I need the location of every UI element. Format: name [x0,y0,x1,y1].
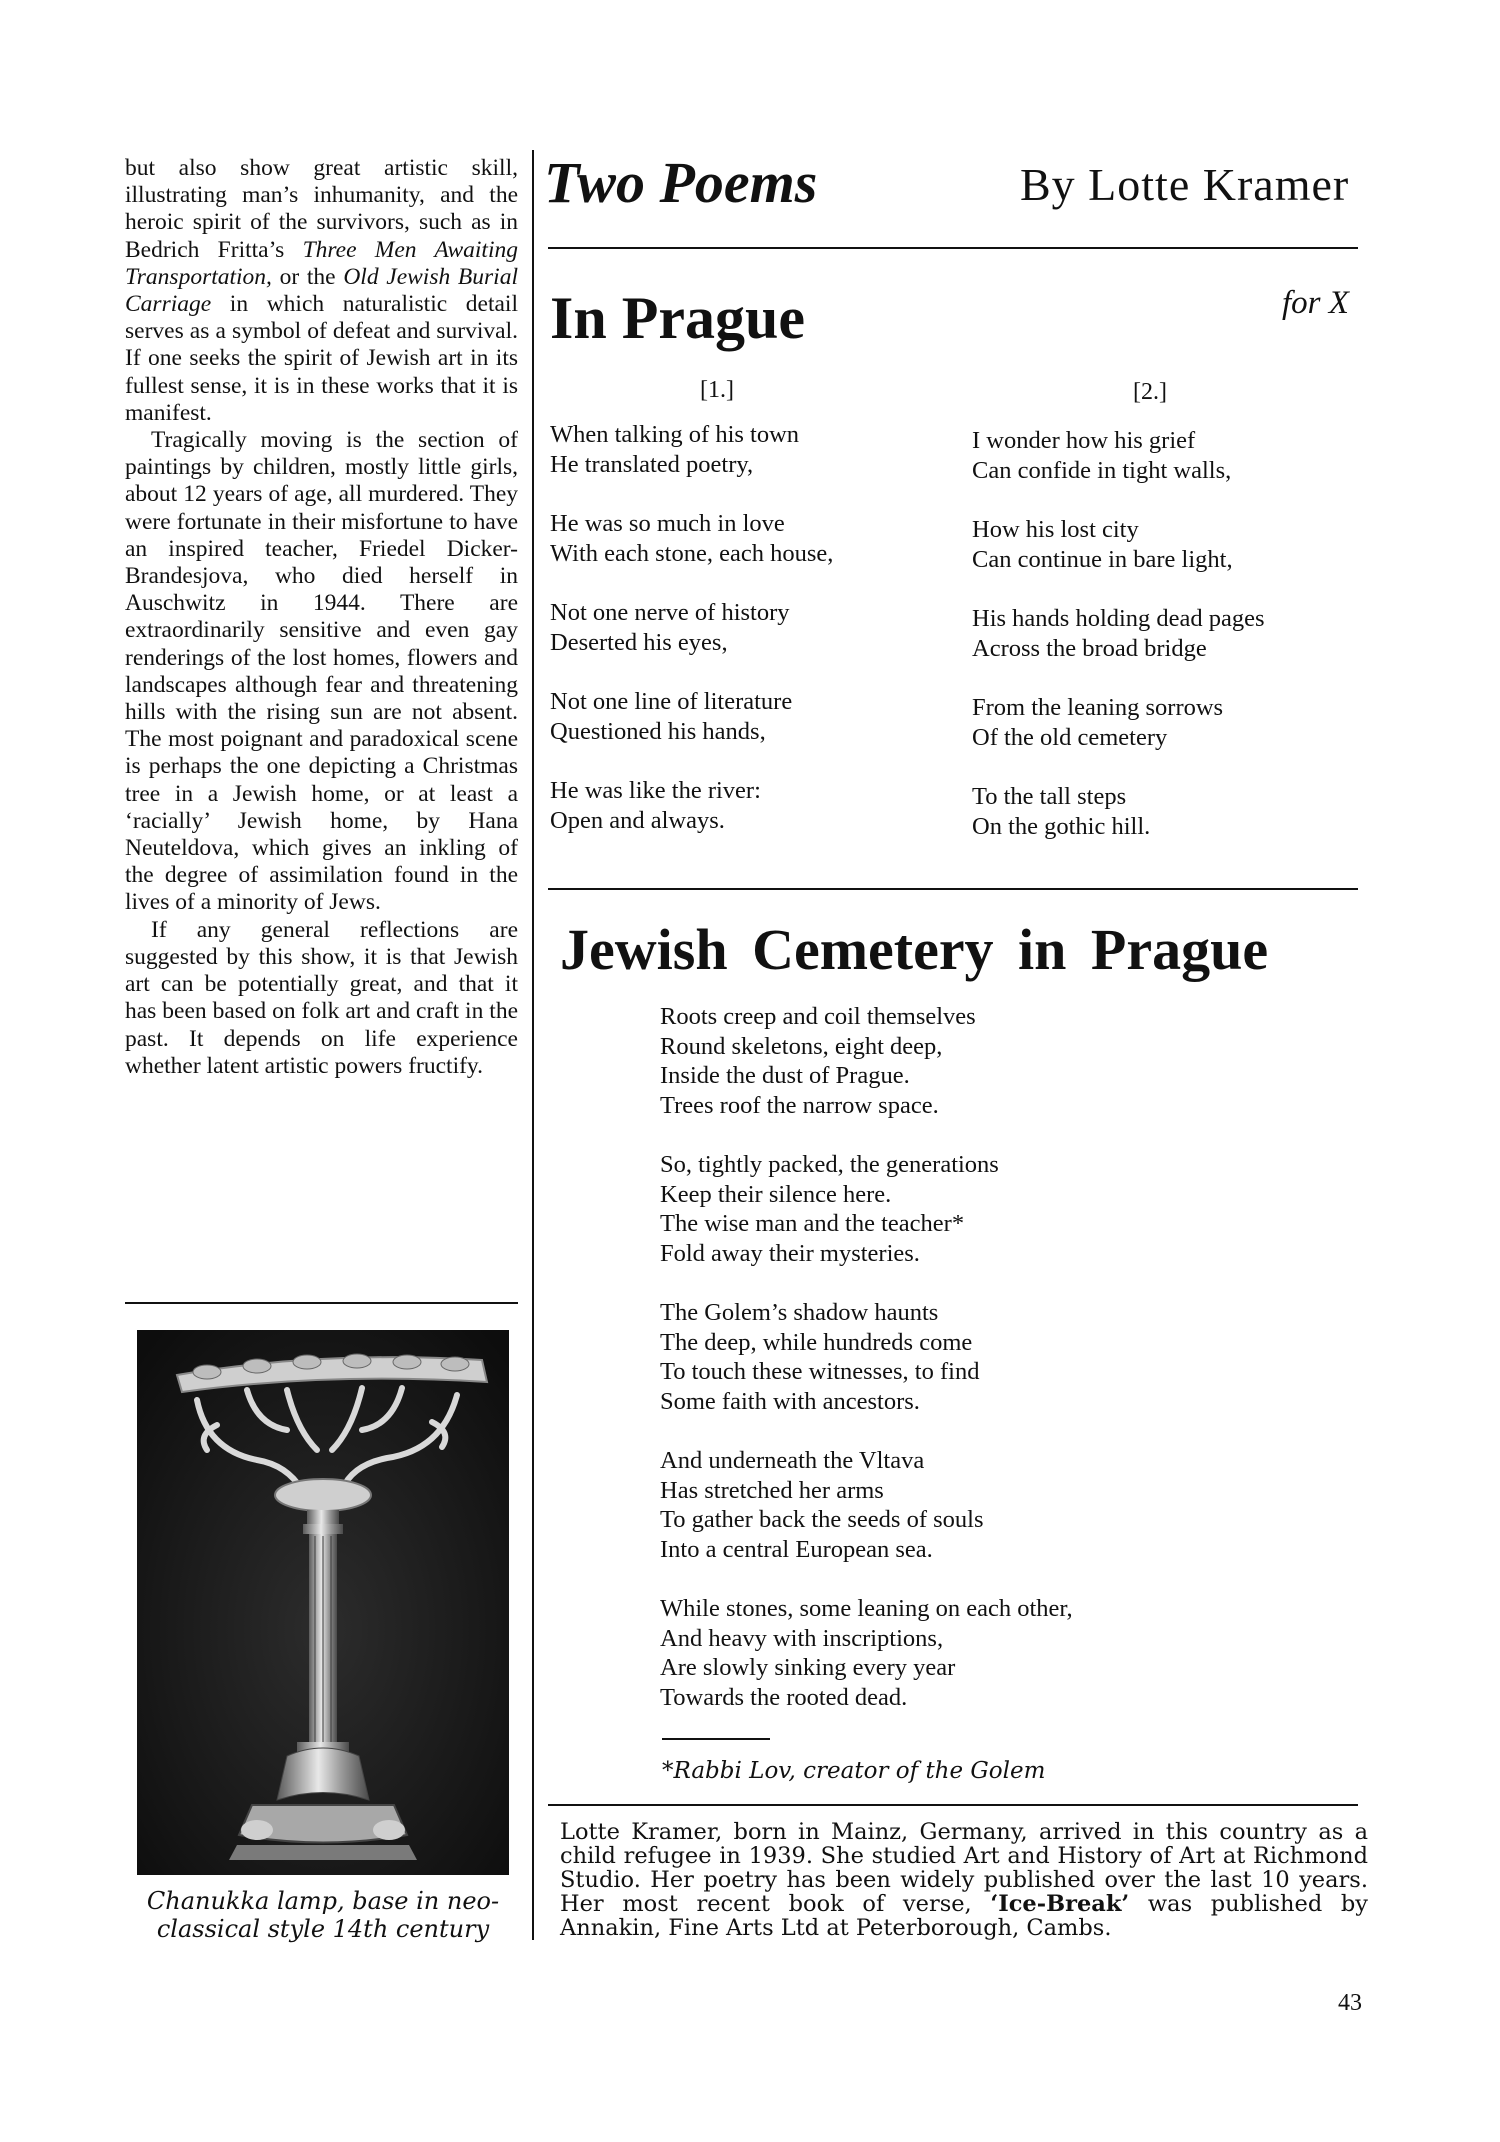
stanza [550,509,950,568]
verse-line: And underneath the Vltava [660,1447,925,1474]
bio-text: Lotte Kramer, born in Mainz, Germany, arrived in this country as a child refugee in 1939. She studied Art and History of Art at Richmond Studio. Her poetry has been widely published over the last 10 years. Her most recent book of verse, [560,1819,1368,1917]
stanza [972,515,1372,574]
verse-line: Trees roof the narrow space. [660,1091,939,1119]
poem-part-1 [550,420,950,865]
stanza [660,1298,1340,1416]
poem-title-jewish-cemetery: Jewish Cemetery in Prague [560,917,1269,982]
verse-line: Towards the rooted dead. [660,1683,908,1711]
verse-line: He was so much in love [550,510,785,537]
dedication: for X [1282,285,1349,321]
stanza [660,1446,1340,1564]
stanza [972,604,1372,663]
verse-line: On the gothic hill. [972,812,1151,840]
verse-line: To the tall steps [972,783,1127,810]
verse-line: Some faith with ancestors. [660,1387,920,1415]
paragraph-3: If any general reflections are suggested by this show, it is that Jewish art can be potentially great, and that it has been based on folk art and craft in the past. It depends on life experience whether latent artistic powers fructify. [125,916,518,1079]
chanukka-lamp-photo [137,1330,509,1875]
paragraph-2: Tragically moving is the section of paintings by children, mostly little girls, about 12 years of age, all murdered. They were fortunate in their misfortune to have an inspired teacher, Friedel Dicker-Brandesjova, who died herself in Auschwitz in 1944. There are extraordinarily sensitive and even gay renderings of the lost homes, flowers and landscapes although fear and threatening hills with the rising sun are not absent. The most poignant and paradoxical scene is perhaps the one depicting a Christmas tree in a Jewish home, or at least a ‘racially’ Jewish home, by Hana Neuteldova, which gives an inkling of the degree of assimilation found in the lives of a minority of Jews. [125,427,518,916]
verse-line: Of the old cemetery [972,723,1168,751]
verse-line: And heavy with inscriptions, [660,1624,944,1652]
verse-line: Has stretched her arms [660,1476,884,1504]
verse-line: How his lost city [972,516,1139,543]
verse-line: Fold away their mysteries. [660,1239,920,1267]
byline: By Lotte Kramer [1020,159,1350,210]
verse-line: Open and always. [550,806,725,834]
stanza [972,426,1372,485]
article-left-column [125,155,518,1080]
divider [125,1302,518,1304]
paragraph-1 [125,155,518,427]
verse-line: While stones, some leaning on each other, [660,1595,1073,1622]
stanza [972,693,1372,752]
verse-line: He was like the river: [550,777,761,804]
divider [548,888,1358,890]
poem-title-in-prague: In Prague [550,285,805,351]
verse-line: Are slowly sinking every year [660,1654,956,1681]
verse-line: Across the broad bridge [972,634,1207,662]
book-title: ‘Ice-Break’ [990,1891,1130,1917]
stanza [972,782,1372,841]
verse-line: From the leaning sorrows [972,694,1224,721]
verse-line: The deep, while hundreds come [660,1328,973,1356]
verse-line: The wise man and the teacher* [660,1210,965,1237]
text-run: in which naturalistic detail serves as a symbol of defeat and survival. If one seeks the spirit of Jewish art in its fullest sense, it is in these works that it is manifest. [125,291,518,426]
verse-line: Not one nerve of history [550,599,790,626]
verse-line: I wonder how his grief [972,427,1196,454]
photo-caption: Chanukka lamp, base in neo-classical style 14th century [146,1887,500,1943]
stanza [550,776,950,835]
footnote: *Rabbi Lov, creator of the Golem [662,1758,1046,1784]
stanza [660,1002,1340,1120]
verse-line: So, tightly packed, the generations [660,1151,999,1178]
page-title: Two Poems [544,150,818,215]
poem-jewish-cemetery [660,1002,1340,1742]
text-run: or the [271,263,344,290]
page-number: 43 [1338,1990,1362,2016]
artwork-title: Old Jewish Burial Carriage [125,263,518,318]
verse-line: Can continue in bare light, [972,545,1233,573]
stanza [660,1150,1340,1268]
divider [548,1804,1358,1806]
stanza [550,687,950,746]
verse-line: Inside the dust of Prague. [660,1062,910,1089]
verse-line: Roots creep and coil themselves [660,1003,976,1030]
part-label: [2.] [1133,379,1167,405]
part-label: [1.] [700,377,734,403]
verse-line: Deserted his eyes, [550,628,728,656]
stanza [550,598,950,657]
verse-line: His hands holding dead pages [972,605,1265,632]
verse-line: Keep their silence here. [660,1180,892,1208]
verse-line: To touch these witnesses, to find [660,1358,980,1385]
verse-line: The Golem’s shadow haunts [660,1299,939,1326]
verse-line: With each stone, each house, [550,539,834,567]
verse-line: Can confide in tight walls, [972,456,1232,484]
stanza [660,1594,1340,1712]
text-run: but also show great artistic skill, illustrating man’s inhumanity, and the heroic spirit of the survivors, such as in Bedrich Fritta’s [125,155,518,263]
verse-line: Round skeletons, eight deep, [660,1032,943,1060]
bio-text: was published by Annakin, Fine Arts Ltd at Peterborough, Cambs. [560,1891,1368,1941]
artwork-title: Three Men Awaiting Transportation, [125,236,518,290]
verse-line: Questioned his hands, [550,717,766,745]
author-bio [560,1820,1368,1940]
verse-line: He translated poetry, [550,450,754,478]
poem-part-2 [972,426,1372,871]
verse-line: Not one line of literature [550,688,793,715]
stanza [550,420,950,479]
verse-line: Into a central European sea. [660,1535,933,1563]
verse-line: When talking of his town [550,421,800,448]
footnote-rule [662,1738,770,1740]
divider [548,247,1358,249]
column-divider [532,150,534,1940]
verse-line: To gather back the seeds of souls [660,1506,984,1533]
